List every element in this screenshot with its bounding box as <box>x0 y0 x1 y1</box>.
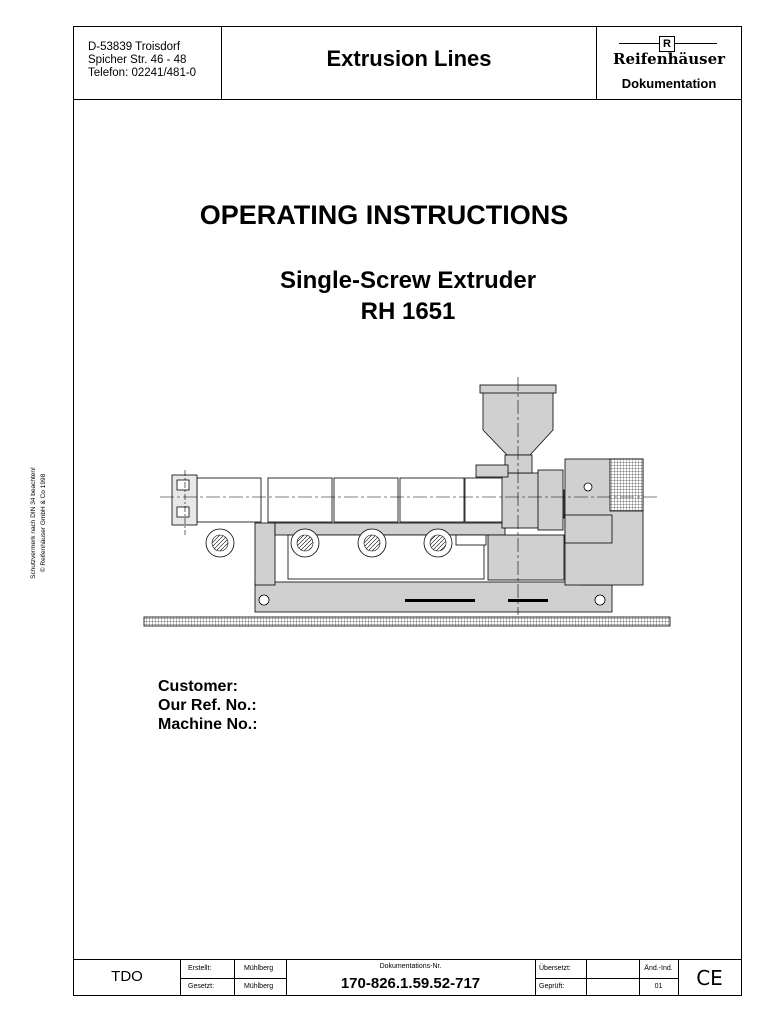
side-note-line-2: © Reifenhäuser GmbH & Co 1998 <box>40 473 47 573</box>
erstellt-label: Erstellt: <box>188 965 212 972</box>
uebersetzt-label: Übersetzt: <box>539 965 571 972</box>
title-block <box>74 959 741 996</box>
company-logo-block <box>597 27 741 99</box>
gesetzt-value: Mühlberg <box>244 983 274 990</box>
aend-value: 01 <box>654 983 663 990</box>
extruder-drawing <box>140 375 676 630</box>
company-address <box>74 27 222 99</box>
address-line-1: D-53839 Troisdorf <box>88 41 181 53</box>
address-line-2: Spicher Str. 46 - 48 <box>88 54 187 66</box>
header-title: Extrusion Lines <box>222 27 597 99</box>
subtitle-line-1: Single-Screw Extruder <box>279 267 537 294</box>
page-title: OPERATING INSTRUCTIONS <box>199 200 569 230</box>
document-fields <box>158 677 258 734</box>
logo-subtitle: Dokumentation <box>621 76 717 91</box>
erstellt-value: Mühlberg <box>244 965 274 972</box>
our-ref-label: Our Ref. No.: <box>158 697 257 714</box>
side-note-line-1: Schutzvermerk nach DIN 34 beachten! <box>30 467 37 579</box>
machine-no-label: Machine No.: <box>158 716 258 733</box>
subtitle-line-2: RH 1651 <box>360 298 456 325</box>
docnr-label: Dokumentations-Nr. <box>379 963 442 970</box>
logo-wordmark: Reifenhäuser <box>612 50 726 68</box>
document-header <box>74 27 741 100</box>
gesetzt-label: Gesetzt: <box>188 983 215 990</box>
dept-code: TDO <box>111 968 143 985</box>
copyright-side-note <box>29 443 59 603</box>
logo-mark-icon: R <box>659 36 675 52</box>
aend-label: Änd.-Ind. <box>644 965 673 972</box>
geprueft-label: Geprüft: <box>539 983 565 990</box>
customer-label: Customer: <box>158 678 239 695</box>
page-subtitle <box>280 265 536 327</box>
address-line-3: Telefon: 02241/481-0 <box>88 67 197 79</box>
document-number: 170-826.1.59.52-717 <box>340 975 481 992</box>
ce-mark-icon: CE <box>696 966 723 990</box>
